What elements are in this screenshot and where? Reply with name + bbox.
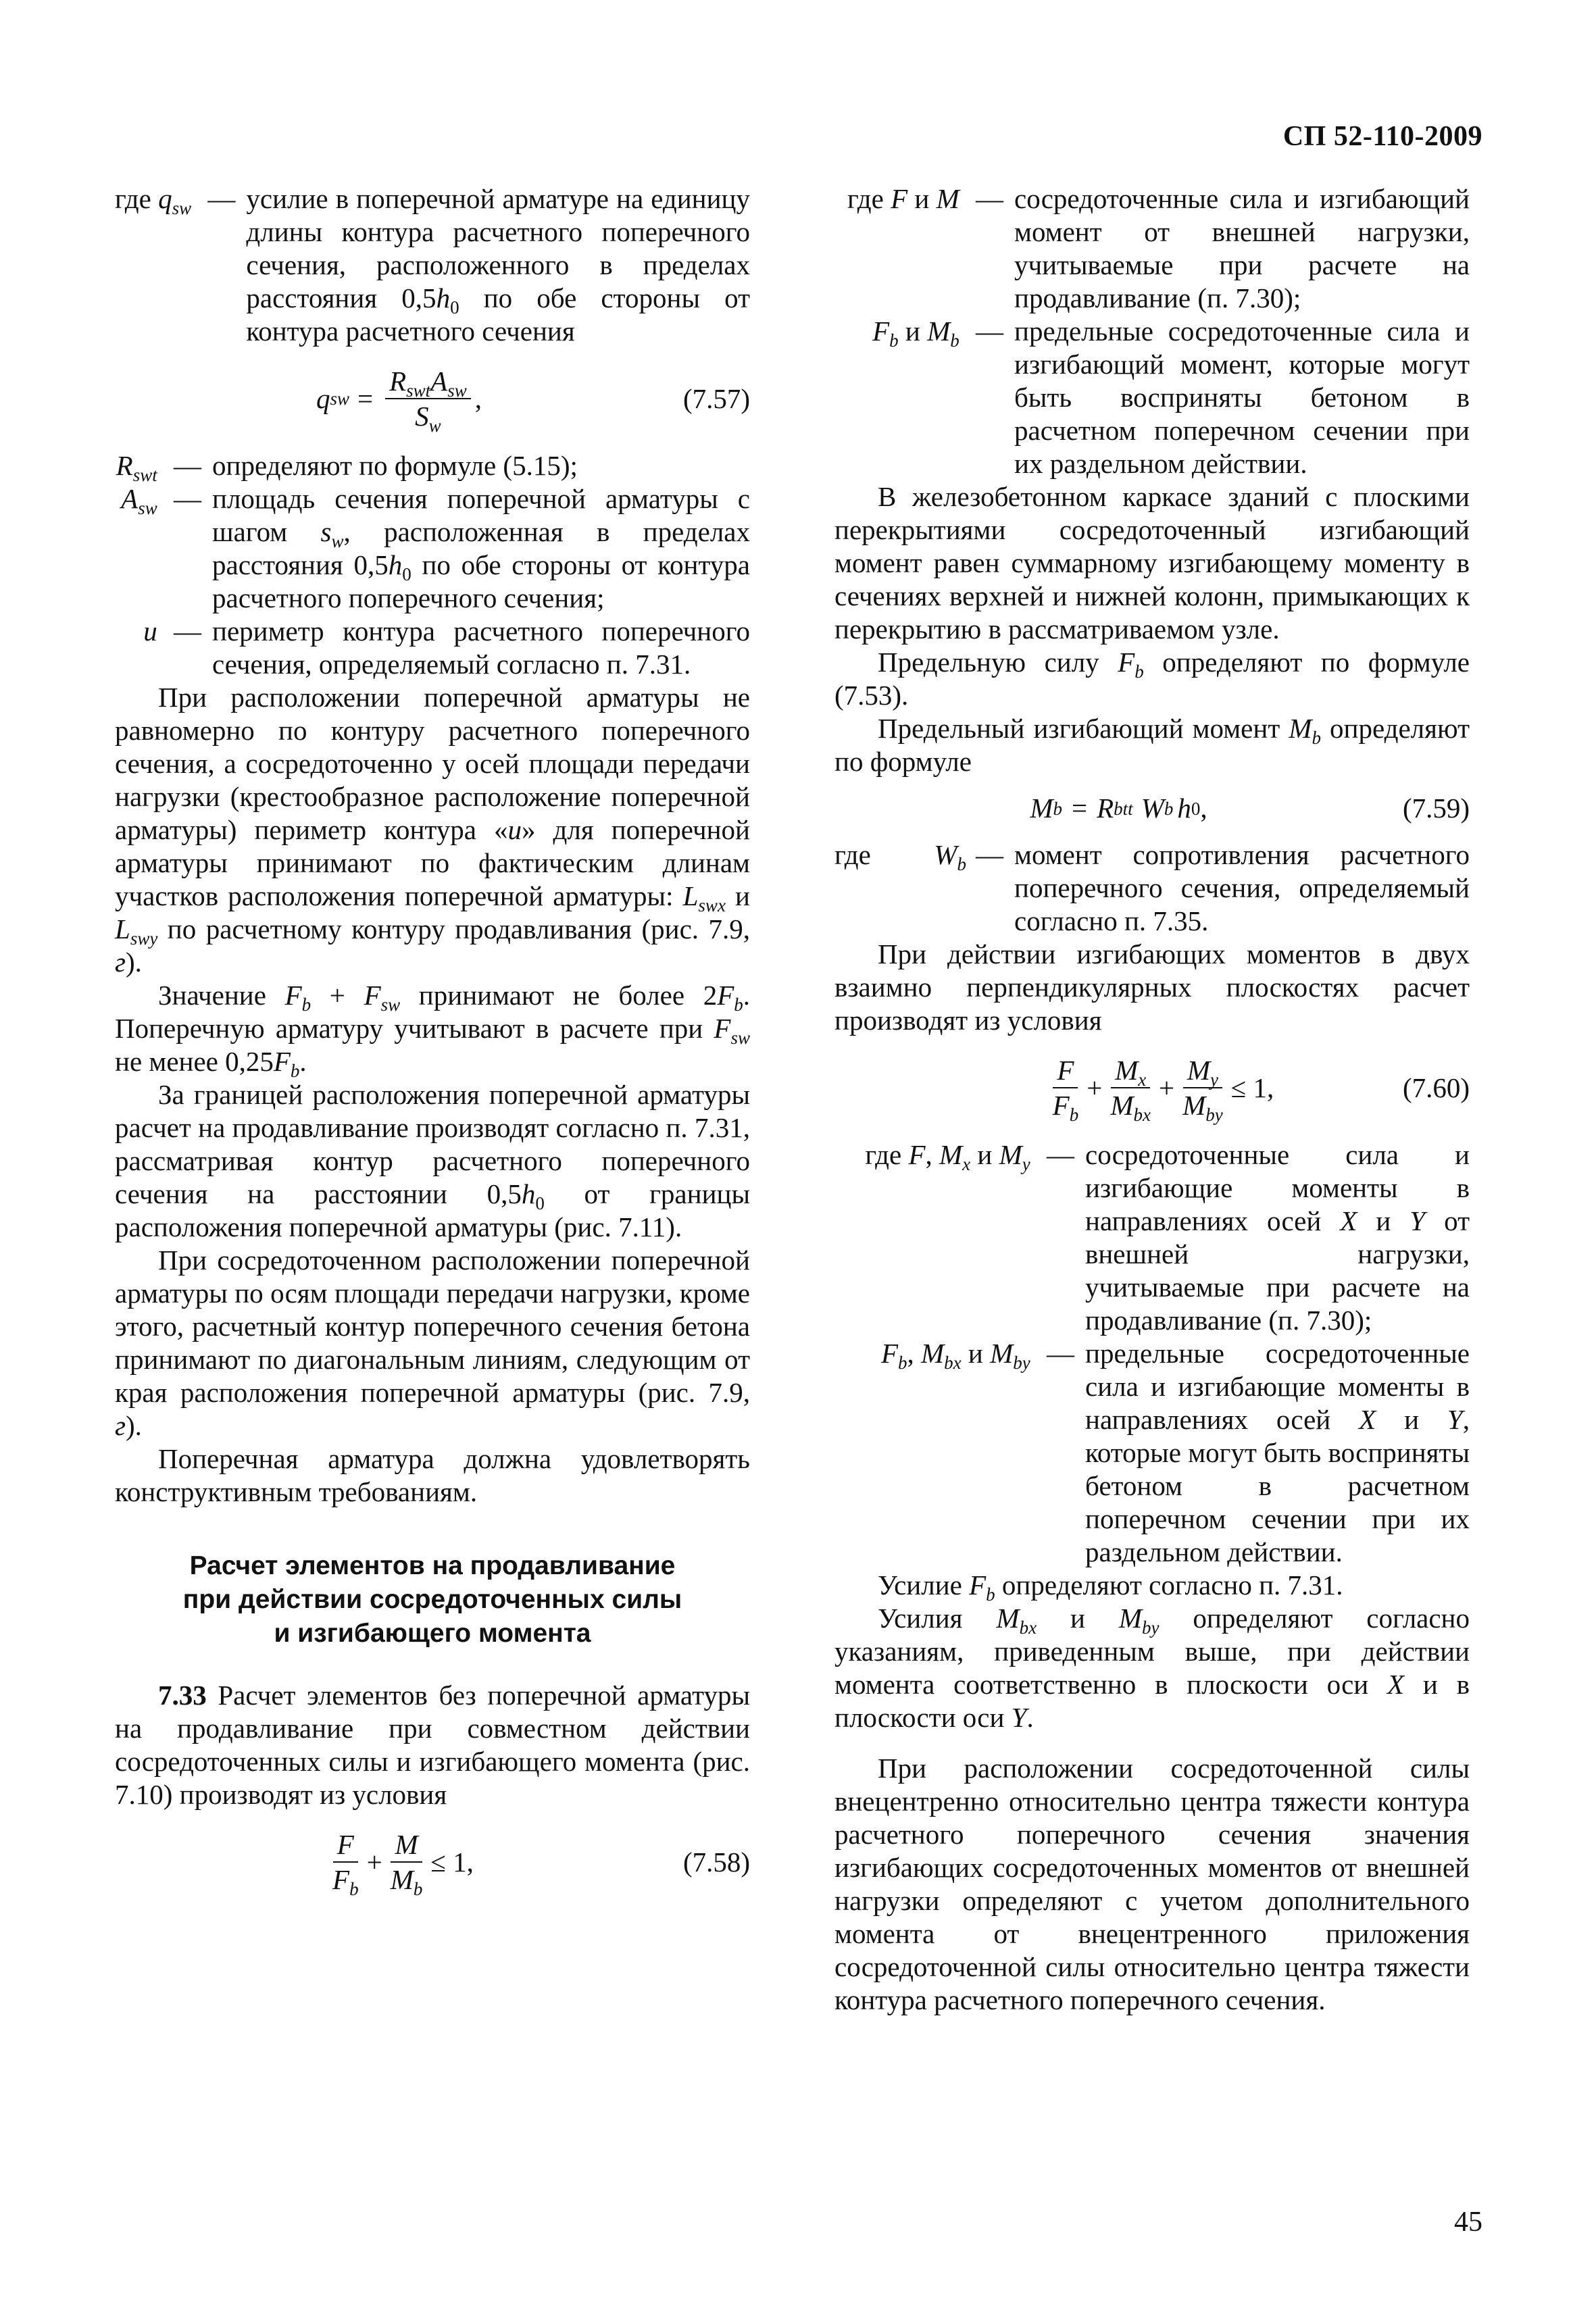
symbol-m: M [999, 1139, 1022, 1170]
text: принимают не более 2 [400, 980, 718, 1011]
symbol-m: M [1118, 1603, 1142, 1634]
symbol-l: L [682, 880, 699, 911]
text: и [907, 183, 937, 214]
document-code: СП 52-110-2009 [1282, 121, 1482, 152]
paragraph [115, 979, 751, 1081]
text: . [299, 1046, 307, 1077]
definition-text: усилие в поперечной арматуре на единицу длины контура расчетного поперечного сечения, расположенного в пределах расстояния 0,5 [246, 183, 750, 313]
axis-x: X [1359, 1404, 1376, 1435]
dash: — [976, 839, 1003, 870]
text: и [1037, 1603, 1119, 1634]
symbol-u: u [143, 615, 157, 647]
dash: — [976, 183, 1003, 214]
definition-text: периметр контура расчетного поперечного сечения, определяемый согласно п. 7.31. [212, 615, 750, 680]
subscript: b [1312, 728, 1321, 748]
paragraph [115, 1244, 750, 1442]
subscript: b [986, 1584, 995, 1605]
equation-number: (7.59) [1402, 793, 1470, 824]
paragraph [115, 681, 750, 979]
eq-tail: ≤ 1, [430, 1846, 474, 1878]
axis-y: Y [1410, 1205, 1426, 1236]
axis-y: Y [1011, 1702, 1027, 1733]
subscript: b [301, 995, 311, 1015]
symbol-h: h [436, 282, 451, 313]
subscript: x [962, 1154, 971, 1174]
definition-text: предельные сосредоточенные сила и изгибающий момент, которые могут быть восприняты бетоном в расчетном поперечном сечении при их раздельном действии. [1014, 316, 1470, 479]
section-heading [115, 1549, 750, 1651]
right-column [834, 182, 1470, 2017]
symbol-r: R [116, 450, 133, 481]
text: Предельную силу [878, 647, 1118, 678]
symbol-a: A [121, 483, 139, 514]
dash: — [976, 316, 1003, 347]
definition-text: сосредоточенные сила и изгибающий момент от внешней нагрузки, учитываемые при расчете на продавливание (п. 7.30); [1014, 183, 1470, 313]
symbol-m: M [936, 183, 959, 214]
text: определяют согласно п. 7.31. [995, 1569, 1343, 1601]
subscript: b [898, 1353, 907, 1373]
text: ). [126, 1410, 142, 1441]
fraction [328, 1829, 363, 1899]
text: , которые могут быть восприняты бетоном в расчетном поперечном сечении при их раздельном действии. [1085, 1404, 1470, 1567]
equation-number: (7.60) [1402, 1072, 1470, 1103]
definition-u [115, 615, 750, 681]
text: При расположении поперечной арматуры не равномерно по контуру расчетного поперечного сечения, а сосредоточенно у осей площади передачи нагрузки (крестообразное расположение поперечной арматуры) периметр контура « [115, 682, 750, 845]
symbol-f: F [284, 980, 302, 1011]
subscript: bx [1019, 1617, 1037, 1638]
numerator: F [333, 1829, 358, 1863]
text: и [961, 1338, 991, 1369]
symbol-w: W [934, 839, 957, 870]
definition-a-sw [115, 482, 750, 615]
definition-f-m [834, 182, 1470, 315]
equation-7-58 [115, 1829, 750, 1899]
heading-line: при действии сосредоточенных силы [182, 1585, 682, 1614]
dash: — [1047, 1338, 1074, 1369]
symbol-m: M [939, 1139, 963, 1170]
text: Расчет элементов без поперечной арматуры на продавливание при совместном действии сосредоточенных силы и изгибающего момента (рис. 7.10) производят из условия [115, 1680, 750, 1810]
equation-number: (7.58) [682, 1846, 750, 1878]
subscript: b [413, 1879, 423, 1899]
equals-sign: = [357, 382, 374, 414]
subscript: by [1013, 1353, 1030, 1373]
numerator: M [391, 1829, 422, 1863]
dash: — [174, 483, 201, 514]
axis-x: X [1387, 1669, 1405, 1700]
left-column [115, 182, 750, 1913]
numerator-a: A [430, 366, 448, 397]
symbol-q: q [158, 183, 172, 214]
denominator: F [1052, 1090, 1070, 1121]
numerator: M [1187, 1055, 1211, 1086]
definition-text: по обе стороны от контура расчетного сечения [246, 282, 750, 347]
definition-text: площадь сечения поперечной арматуры с шагом [212, 483, 750, 547]
plus-sign: + [1158, 1072, 1175, 1103]
subscript: sw [380, 995, 401, 1015]
denominator: M [1182, 1090, 1206, 1121]
text: от границы расположения поперечной арматуры (рис. 7.11). [115, 1178, 751, 1242]
dash: — [174, 450, 201, 481]
definition-fb-mb [834, 315, 1470, 480]
definition-text: определяют по формуле (5.15); [212, 450, 578, 481]
subscript: 0 [535, 1193, 545, 1213]
where-word: где [865, 1139, 902, 1170]
text: , [925, 1139, 940, 1170]
subscript: w [331, 531, 344, 551]
numerator-r: R [389, 366, 407, 397]
subscript: 0 [402, 564, 412, 584]
text: , [907, 1338, 922, 1369]
symbol-f: F [891, 183, 908, 214]
text: предельные сосредоточенные сила и изгибающие моменты в направлениях осей [1085, 1338, 1470, 1435]
paragraph: При расположении сосредоточенной силы внецентренно относительно центра тяжести контура расчетного поперечного сечения значения изгибающих сосредоточенных моментов от внешней нагрузки определяют с учетом дополнительного момента от внецентренного приложения сосредоточенной силы относительно центра тяжести контура расчетного поперечного сечения. [834, 1753, 1470, 2015]
symbol-f: F [880, 1338, 899, 1369]
text: ). [126, 947, 142, 978]
text: определяют по формуле (7.53). [834, 647, 1470, 711]
symbol-f: F [714, 1013, 731, 1044]
definition-w-b [834, 838, 1470, 938]
fraction [1106, 1055, 1155, 1125]
dash: — [1047, 1139, 1074, 1170]
equation-7-60 [834, 1055, 1470, 1125]
subscript: bx [944, 1353, 962, 1373]
symbol-m: M [927, 316, 951, 347]
symbol-f: F [364, 980, 381, 1011]
text: За границей расположения поперечной арматуры расчет на продавливание производят согласно п. 7.31, рассматривая контур расчетного поперечного сечения на расстоянии 0,5 [115, 1079, 750, 1209]
text: не менее 0,25 [115, 1046, 274, 1077]
subscript: sw [138, 498, 157, 518]
paragraph [834, 712, 1470, 778]
symbol-m: M [1289, 713, 1312, 744]
subscript: b [734, 995, 743, 1015]
symbol-l: L [115, 913, 130, 945]
subscript: by [1141, 1617, 1159, 1638]
definition-q-sw [115, 182, 750, 348]
text: + [311, 980, 364, 1011]
paragraph [834, 646, 1470, 712]
subscript: b [1069, 1105, 1079, 1125]
symbol-m: M [990, 1338, 1014, 1369]
axis-x: X [1340, 1205, 1357, 1236]
figure-letter: г [115, 947, 126, 978]
equation-number: (7.57) [682, 382, 750, 414]
text: и [970, 1139, 999, 1170]
eq-tail: , [474, 382, 482, 414]
definition-text: , расположенная в пределах расстояния 0,5 [212, 516, 750, 580]
subscript: b [950, 330, 959, 351]
plus-sign: + [1087, 1072, 1103, 1103]
paragraph: В железобетонном каркасе зданий с плоскими перекрытиями сосредоточенный изгибающий момент равен суммарному изгибающему моменту в сечениях верхней и нижней колонн, примыкающих к перекрытию в рассматриваемом узле. [834, 481, 1470, 645]
subscript: sw [447, 380, 467, 401]
fraction [1049, 1055, 1083, 1125]
definition-r-swt [115, 449, 750, 485]
dash: — [174, 615, 201, 647]
axis-y: Y [1447, 1404, 1463, 1435]
paragraph: При действии изгибающих моментов в двух взаимно перпендикулярных плоскостях расчет производят из условия [834, 938, 1470, 1036]
subscript: b [957, 854, 966, 874]
subscript: y [1022, 1154, 1030, 1174]
definition-f-mx-my [834, 1138, 1470, 1337]
symbol-h: h [1177, 793, 1191, 824]
symbol-h: h [388, 549, 403, 580]
text: и в плоскости оси [834, 1669, 1470, 1733]
symbol-f: F [1118, 647, 1135, 678]
equation-7-59: M b = R btt W b h 0 , (7.59) [1030, 793, 1470, 824]
text: по расчетному контуру продавливания (рис. 7.9, [157, 913, 750, 945]
page-number: 45 [1454, 2207, 1482, 2238]
eq-tail: , [1200, 793, 1207, 824]
text: . [1026, 1702, 1034, 1733]
text: Усилия [878, 1603, 997, 1634]
plus-sign: + [366, 1846, 382, 1878]
definition-fb-mbx-mby [834, 1337, 1470, 1569]
denominator-s: S [415, 401, 429, 432]
symbol-r: R [1097, 793, 1114, 824]
subscript: b [889, 330, 899, 351]
subscript: swx [698, 895, 726, 915]
where-word: где [834, 839, 871, 870]
fraction [385, 366, 471, 436]
symbol-f: F [969, 1569, 987, 1601]
text: . Поперечную арматуру учитывают в расчете при [115, 980, 751, 1044]
eq-lhs: q [316, 382, 330, 414]
paragraph [834, 1602, 1470, 1734]
numerator: M [1115, 1055, 1139, 1086]
text: При сосредоточенном расположении поперечной арматуры по осям площади передачи нагрузки, кроме этого, расчетный контур поперечного сечения бетона принимают по диагональным линиям, следующим от края расположения поперечной арматуры (рис. 7.9, [115, 1244, 750, 1408]
denominator: M [390, 1864, 414, 1895]
paragraph: Поперечная арматура должна удовлетворять конструктивным требованиям. [115, 1443, 750, 1507]
symbol-m: M [1030, 793, 1053, 824]
subscript: sw [730, 1028, 750, 1048]
equals-sign: = [1072, 793, 1088, 824]
dash: — [207, 183, 236, 214]
fraction [386, 1829, 427, 1899]
symbol-f: F [908, 1139, 926, 1170]
text: Предельный изгибающий момент [878, 713, 1289, 744]
subscript: y [1210, 1070, 1218, 1090]
symbol-w: W [1141, 793, 1164, 824]
subscript: b [290, 1061, 300, 1081]
text: и [1357, 1205, 1410, 1236]
subscript: sw [172, 198, 192, 218]
text: Значение [158, 980, 285, 1011]
subscript: 0 [450, 297, 459, 318]
text: и [725, 880, 751, 911]
paragraph [115, 1078, 750, 1244]
heading-line: Расчет элементов на продавливание [189, 1551, 676, 1580]
definition-text: по обе стороны от контура расчетного поперечного сечения; [212, 549, 750, 613]
subscript: b [1134, 661, 1144, 682]
symbol-f: F [872, 316, 890, 347]
subscript: b [349, 1879, 359, 1899]
where-word: где [115, 183, 151, 214]
figure-letter: г [115, 1410, 126, 1441]
symbol-m: M [996, 1603, 1020, 1634]
text: определяют по формуле [834, 713, 1470, 777]
heading-line: и изгибающего момента [274, 1619, 591, 1648]
subscript: swy [130, 928, 158, 949]
where-word: где [847, 183, 884, 214]
symbol-f: F [273, 1046, 291, 1077]
subscript: bx [1133, 1105, 1151, 1125]
text: сосредоточенные сила и изгибающие моменты в направлениях осей [1085, 1139, 1470, 1236]
numerator: F [1053, 1055, 1078, 1088]
paragraph [834, 1569, 1470, 1605]
subscript: swt [132, 465, 157, 485]
eq-tail: ≤ 1, [1230, 1072, 1274, 1103]
symbol-f: F [717, 980, 734, 1011]
text: Усилие [878, 1569, 970, 1601]
denominator: F [332, 1864, 350, 1895]
symbol-u: u [507, 814, 522, 845]
definition-text: момент сопротивления расчетного поперечного сечения, определяемый согласно п. 7.35. [1014, 839, 1470, 936]
text: » для поперечной арматуры принимают по фактическим длинам участков расположения поперечной арматуры: [115, 814, 750, 911]
subscript: w [428, 416, 441, 436]
text: и [1376, 1404, 1447, 1435]
subscript: x [1138, 1070, 1147, 1090]
symbol-s: s [320, 516, 332, 547]
equation-7-57: q sw = $\frac{R_{swt}A_{sw}}{S_w}$ , (7.57) [316, 366, 750, 436]
text: и [898, 316, 928, 347]
subscript: swt [406, 380, 431, 401]
text: от внешней нагрузки, учитываемые при расчете на продавливание (п. 7.30); [1085, 1205, 1470, 1336]
subscript: by [1205, 1105, 1223, 1125]
paragraph-7-33 [115, 1679, 750, 1811]
denominator: M [1110, 1090, 1134, 1121]
text: определяют согласно указаниям, приведенным выше, при действии момента соответственно в плоскости оси [834, 1603, 1470, 1700]
fraction [1178, 1055, 1227, 1125]
symbol-m: M [921, 1338, 945, 1369]
symbol-h: h [521, 1178, 536, 1209]
clause-number: 7.33 [158, 1680, 207, 1711]
